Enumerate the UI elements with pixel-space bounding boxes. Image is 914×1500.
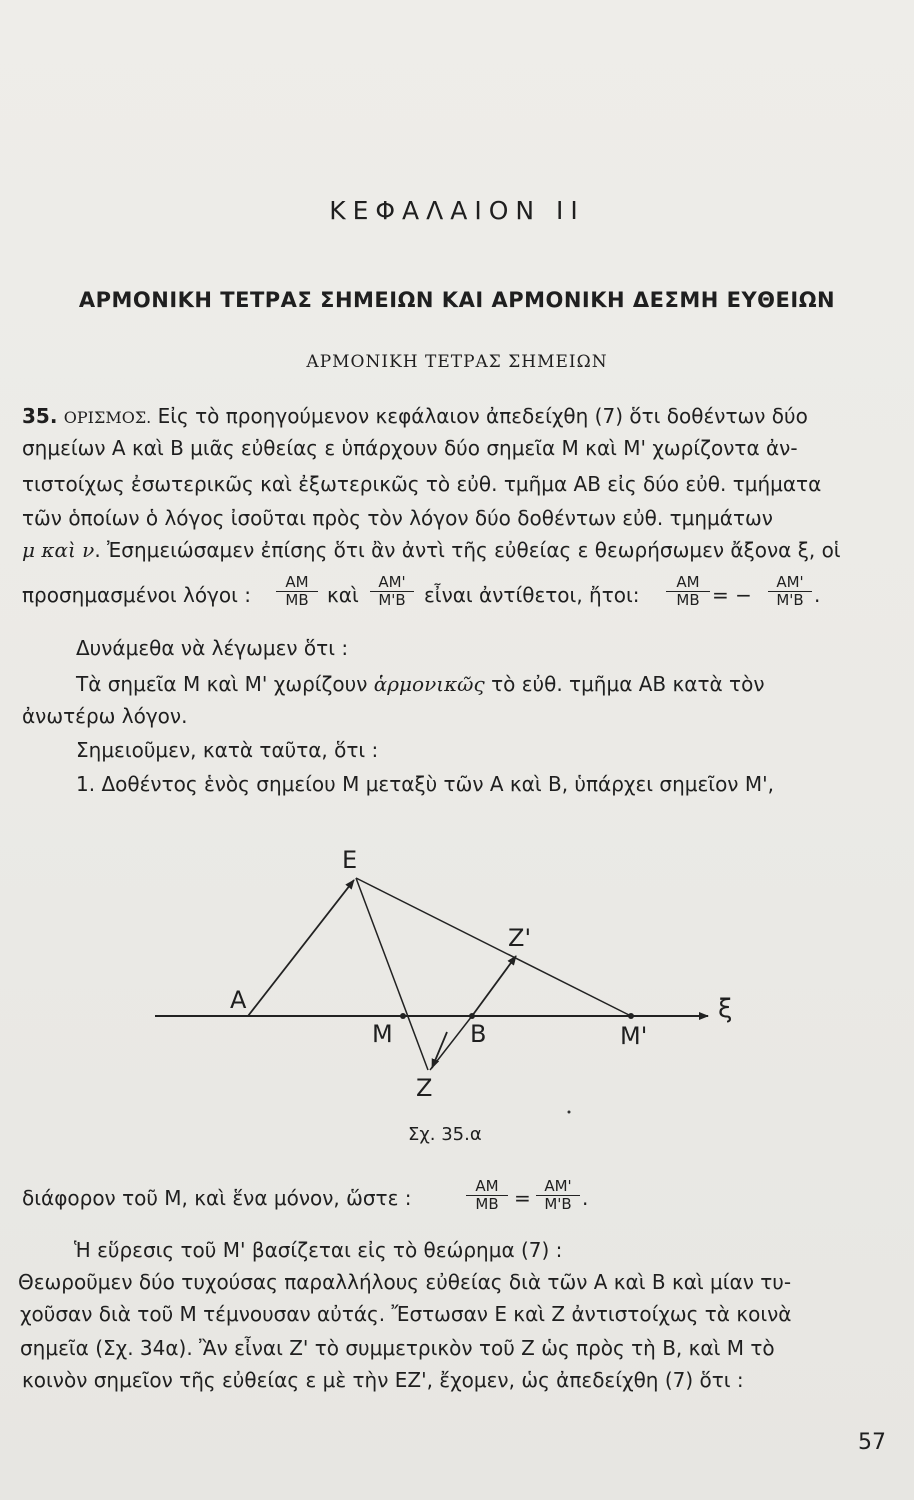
- and-word: καὶ: [327, 583, 359, 607]
- point-Mp: [628, 1013, 634, 1019]
- figure-caption: Σχ. 35.α: [408, 1124, 482, 1145]
- section-number: 35.: [22, 404, 58, 428]
- label-A: Α: [230, 986, 247, 1014]
- numerator: AM': [378, 573, 406, 591]
- label-Z: Ζ: [416, 1074, 433, 1102]
- equals-sign: =: [514, 1186, 531, 1210]
- denominator: MB: [276, 591, 318, 609]
- definition-label: ΟΡΙΣΜΟΣ.: [63, 408, 152, 427]
- numerator: AM': [544, 1177, 572, 1195]
- label-Mp: Μ': [620, 1022, 648, 1050]
- point-B: [469, 1013, 475, 1019]
- fraction-amp-mpb-3: [536, 1178, 580, 1213]
- para2-line-1: Δυνάμεθα νὰ λέγωμεν ὅτι :: [76, 636, 349, 660]
- para2-line-4: Σημειοῦμεν, κατὰ ταῦτα, ὅτι :: [76, 738, 379, 762]
- speck: [568, 1111, 571, 1114]
- signed-ratios-lead: προσημασμένοι λόγοι :: [22, 583, 251, 607]
- numerator: AM: [676, 573, 700, 591]
- para3-line-2: Ἡ εὕρεσις τοῦ Μ' βασίζεται εἰς τὸ θεώρημα (7) :: [74, 1238, 563, 1262]
- definition-line-3: τιστοίχως ἐσωτερικῶς καὶ ἐξωτερικῶς τὸ εὐθ. τμῆμα ΑΒ εἰς δύο εὐθ. τμήματα: [22, 472, 822, 496]
- line-EMp: [356, 878, 631, 1016]
- numerator: AM: [475, 1177, 499, 1195]
- denominator: M'B: [370, 591, 414, 609]
- point-M: [400, 1013, 406, 1019]
- line-AE: [248, 880, 354, 1016]
- numerator: AM: [285, 573, 309, 591]
- section-subtitle: ΑΡΜΟΝΙΚΗ ΤΕΤΡΑΣ ΣΗΜΕΙΩΝ: [306, 352, 608, 372]
- denominator: M'B: [536, 1195, 580, 1213]
- denominator: M'B: [768, 591, 812, 609]
- para3-line-4: χοῦσαν διὰ τοῦ Μ τέμνουσαν αὐτάς. Ἔστωσαν Ε καὶ Ζ ἀντιστοίχως τὰ κοινὰ: [20, 1302, 792, 1326]
- para2-line-5: 1. Δοθέντος ἑνὸς σημείου Μ μεταξὺ τῶν Α καὶ Β, ὑπάρχει σημεῖον Μ',: [76, 772, 774, 796]
- para2-line-2a: Τὰ σημεῖα Μ καὶ Μ' χωρίζουν: [76, 672, 368, 696]
- para3-line-3: Θεωροῦμεν δύο τυχούσας παραλλήλους εὐθείας διὰ τῶν Α καὶ Β καὶ μίαν τυ-: [18, 1270, 792, 1294]
- label-Zp: Z': [508, 924, 532, 952]
- chapter-heading: ΚΕΦΑΛΑΙΟΝ II: [329, 196, 585, 225]
- harmonically-word: ἁρμονικῶς: [373, 672, 485, 696]
- definition-line-2: σημείων Α καὶ Β μιᾶς εὐθείας ε ὑπάρχουν δύο σημεῖα Μ καὶ Μ' χωρίζοντα ἀν-: [22, 436, 798, 460]
- para3-line-5: σημεῖα (Σχ. 34α). Ἂν εἶναι Ζ' τὸ συμμετρικὸν τοῦ Ζ ὡς πρὸς τὴ Β, καὶ Μ τὸ: [20, 1336, 775, 1360]
- label-xi: ξ: [718, 994, 733, 1024]
- para2-line-3: ἀνωτέρω λόγον.: [22, 704, 188, 728]
- period-2: .: [582, 1186, 589, 1210]
- period: .: [814, 583, 821, 607]
- para3-line-6: κοινὸν σημεῖον τῆς εὐθείας ε μὲ τὴν ΕΖ', ἔχομεν, ὡς ἀπεδείχθη (7) ὅτι :: [22, 1368, 744, 1392]
- para2-line-2c: τὸ εὐθ. τμῆμα ΑΒ κατὰ τὸν: [491, 672, 765, 696]
- equals-minus: = −: [712, 583, 752, 607]
- line-BZp: [472, 956, 516, 1016]
- chapter-title: ΑΡΜΟΝΙΚΗ ΤΕΤΡΑΣ ΣΗΜΕΙΩΝ ΚΑΙ ΑΡΜΟΝΙΚΗ ΔΕΣΜΗ ΕΥΘΕΙΩΝ: [78, 288, 836, 312]
- numerator: AM': [776, 573, 804, 591]
- para3-line-1: διάφορον τοῦ Μ, καὶ ἕνα μόνον, ὥστε :: [22, 1186, 412, 1210]
- denominator: MB: [466, 1195, 508, 1213]
- definition-line-4: τῶν ὁποίων ὁ λόγος ἰσοῦται πρὸς τὸν λόγον δύο δοθέντων εὐθ. τμημάτων: [22, 506, 773, 530]
- fraction-am-mb-3: [466, 1178, 508, 1213]
- line-BZ: [430, 1016, 472, 1070]
- label-M: Μ: [372, 1020, 393, 1048]
- definition-text: Εἰς τὸ προηγούμενον κεφάλαιον ἀπεδείχθη (7) ὅτι δοθέντων δύο: [157, 404, 808, 428]
- mu-nu: μ καὶ ν: [22, 538, 95, 562]
- label-B: Β: [470, 1020, 487, 1048]
- definition-line-5-text: . Ἐσημειώσαμεν ἐπίσης ὅτι ἂν ἀντὶ τῆς εὐθείας ε θεωρήσωμεν ἄξονα ξ, οἱ: [94, 538, 841, 562]
- label-E: Ε: [342, 846, 358, 874]
- page-number: 57: [858, 1430, 886, 1455]
- denominator: MB: [666, 591, 710, 609]
- opposite-text: εἶναι ἀντίθετοι, ἤτοι:: [424, 583, 640, 607]
